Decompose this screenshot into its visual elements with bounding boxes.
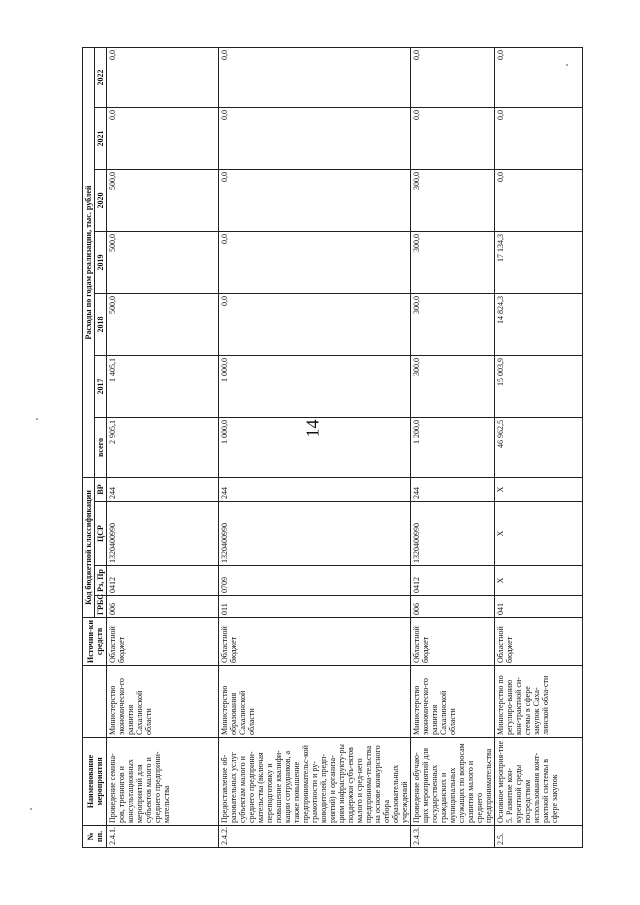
page-number: 14: [302, 419, 323, 438]
cell-year-value: 300,0: [411, 231, 495, 293]
header-year: 2018: [95, 293, 107, 355]
cell-year-value: 0,0: [219, 47, 411, 107]
cell-rzpr: 0709: [219, 566, 411, 596]
cell-vr: 244: [411, 477, 495, 501]
cell-executor: Министерство образования Сахалинской области: [219, 666, 411, 738]
cell-executor: Министерство экономическо-го развития Сахалинской области: [411, 666, 495, 738]
cell-vr: 244: [107, 477, 219, 501]
cell-rzpr: 0412: [411, 566, 495, 596]
scan-speck: [30, 808, 32, 810]
expenses-table-rotated: [82, 48, 602, 848]
cell-event-name: Предоставление об-разовательных услуг субъектам малого и среднего предприни-мательства (включая переподготовку и повышение квалифи-кации сотрудников, а также повышение предпринимательс-кой грамотности и ру-ководителей, предп-риятий) и организа-циям инфраструкту-ры поддержки субъ-ектов малого и сред-него предпринима-тельства на основе конкурсного отбора образовательных учреждений: [219, 738, 411, 826]
header-total: всего: [95, 417, 107, 477]
cell-no: 2.4.1.: [107, 826, 219, 848]
cell-year-value: 0,0: [107, 107, 219, 169]
cell-no: 2.4.2.: [219, 826, 411, 848]
cell-year-value: 0,0: [411, 107, 495, 169]
cell-year-value: 0,0: [219, 231, 411, 293]
cell-year-value: 0,0: [219, 169, 411, 231]
cell-source: Областной бюджет: [219, 618, 411, 666]
cell-year-value: 1 405,1: [107, 355, 219, 417]
header-budget-code: Код бюджетной классификации: [83, 477, 95, 617]
header-year: 2021: [95, 107, 107, 169]
header-year: 2022: [95, 47, 107, 107]
header-year: 2017: [95, 355, 107, 417]
cell-year-value: 300,0: [411, 169, 495, 231]
cell-year-value: 0,0: [411, 47, 495, 107]
header-expenses: Расходы по годам реализации, тыс. рублей: [83, 47, 95, 477]
cell-year-value: 300,0: [411, 355, 495, 417]
cell-csr: 1320400990: [219, 502, 411, 566]
cell-event-name: Основное мероприя-тие 5. Развитие кон-курентной среды посредством использования конт-рактной системы в сфере закупок: [495, 738, 583, 826]
cell-year-value: 300,0: [411, 293, 495, 355]
header-source: Источни-ки средств: [83, 618, 107, 666]
header-rzpr: Рз, Пр: [95, 566, 107, 596]
cell-total: 46 962,5: [495, 417, 583, 477]
cell-source: Областной бюджет: [495, 618, 583, 666]
header-event-name: Наименование мероприятия: [83, 738, 107, 826]
table-row: [495, 47, 583, 847]
header-year: 2020: [95, 169, 107, 231]
cell-year-value: 0,0: [219, 293, 411, 355]
cell-csr: X: [495, 502, 583, 566]
cell-total: 1 200,0: [411, 417, 495, 477]
header-vr: ВР: [95, 477, 107, 501]
header-year: 2019: [95, 231, 107, 293]
cell-year-value: 500,0: [107, 293, 219, 355]
cell-source: Областной бюджет: [107, 618, 219, 666]
table-row: [107, 47, 219, 847]
cell-vr: 244: [219, 477, 411, 501]
cell-rzpr: X: [495, 566, 583, 596]
cell-executor: Министерство экономическо-го развития Сахалинской области: [107, 666, 219, 738]
cell-grbs: 006: [107, 596, 219, 618]
cell-year-value: 0,0: [495, 169, 583, 231]
cell-source: Областной бюджет: [411, 618, 495, 666]
header-no: № пп.: [83, 826, 107, 848]
cell-year-value: 0,0: [495, 47, 583, 107]
cell-vr: X: [495, 477, 583, 501]
cell-csr: 1320400990: [411, 502, 495, 566]
table-row: [219, 47, 411, 847]
header-grbs: ГРБС: [95, 596, 107, 618]
cell-year-value: 0,0: [495, 107, 583, 169]
table-row: [411, 47, 495, 847]
cell-year-value: 0,0: [219, 107, 411, 169]
header-executor: [83, 666, 107, 738]
header-csr: ЦСР: [95, 502, 107, 566]
expenses-table: [82, 47, 583, 848]
cell-csr: 1320400990: [107, 502, 219, 566]
cell-year-value: 1 000,0: [219, 355, 411, 417]
cell-no: 2.4.3.: [411, 826, 495, 848]
cell-year-value: 500,0: [107, 231, 219, 293]
cell-grbs: 011: [219, 596, 411, 618]
cell-grbs: 041: [495, 596, 583, 618]
cell-event-name: Проведение семина-ров, тренингов и консультационных мероприятий для субъектов малого и среднего предприни-мательства: [107, 738, 219, 826]
cell-total: 2 905,1: [107, 417, 219, 477]
cell-year-value: 14 824,3: [495, 293, 583, 355]
cell-year-value: 17 134,3: [495, 231, 583, 293]
cell-year-value: 0,0: [107, 47, 219, 107]
cell-grbs: 006: [411, 596, 495, 618]
cell-event-name: Проведение обучаю-щих мероприятий для государственных гражданских и муниципальных служащих по вопросам развития малого и среднего предпринимательства: [411, 738, 495, 826]
scan-speck: [36, 418, 38, 420]
cell-total: 1 000,0: [219, 417, 411, 477]
cell-rzpr: 0412: [107, 566, 219, 596]
cell-no: 2.5.: [495, 826, 583, 848]
cell-year-value: 500,0: [107, 169, 219, 231]
cell-year-value: 15 003,9: [495, 355, 583, 417]
cell-executor: Министерство по регулиро-ванию кон-трактной си-стемы в сфере закупок Саха-линской обла-сти: [495, 666, 583, 738]
